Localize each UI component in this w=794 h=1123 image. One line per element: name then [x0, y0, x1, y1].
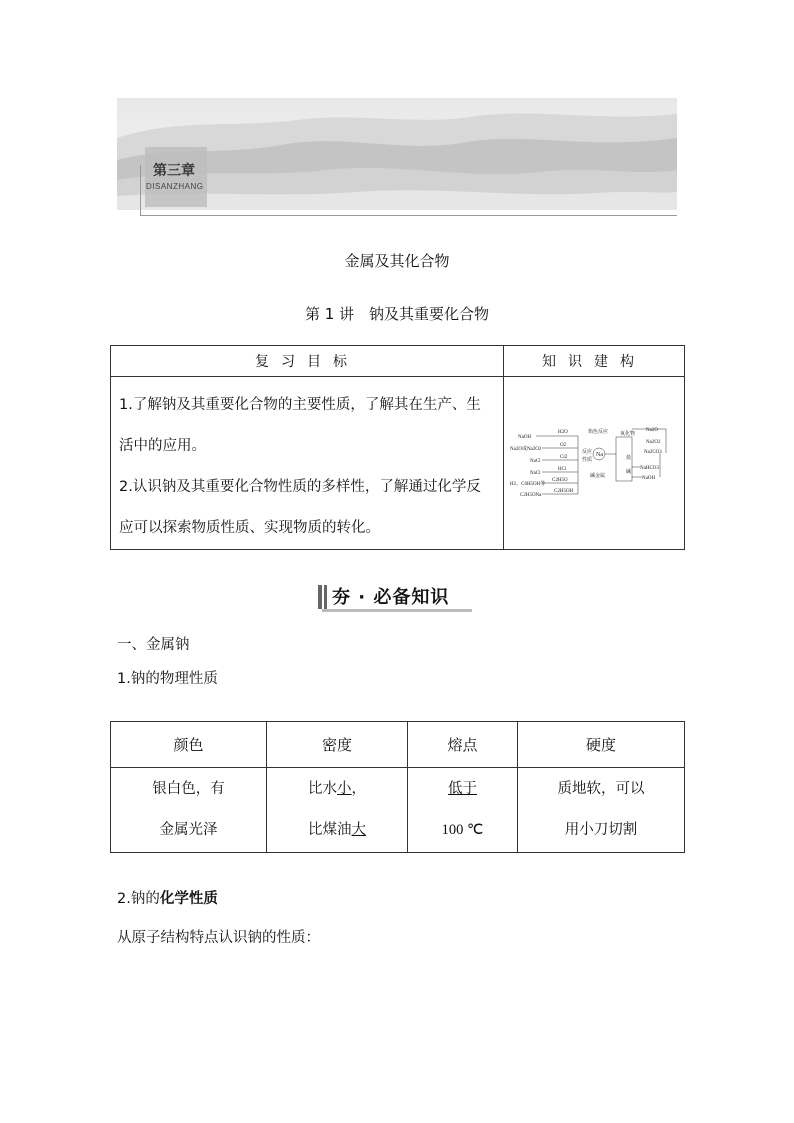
section-heading	[318, 583, 478, 611]
cell-density	[267, 768, 408, 853]
diagram-left-4: NaCl	[530, 471, 541, 476]
heading-bar-1	[318, 585, 322, 609]
diagram-right-label-oxide: 氧化物	[620, 432, 636, 437]
melting-answer: 低于	[448, 781, 477, 797]
goal-item-1: 1.了解钠及其重要化合物的主要性质，了解其在生产、生活中的应用。	[119, 397, 481, 454]
header-color: 颜色	[111, 722, 267, 768]
hardness-line-2: 用小刀切割	[564, 822, 638, 838]
diagram-center: Na	[596, 452, 603, 458]
chapter-title: 金属及其化合物	[344, 252, 450, 270]
knowledge-header: 知识建构	[504, 346, 685, 377]
heading-chemical-properties	[117, 887, 218, 908]
chapter-number: 第三章	[153, 163, 195, 179]
diagram-reagent-3: Cl2	[560, 455, 568, 460]
diagram-reagent-6: C2H5OH	[554, 489, 574, 494]
diagram-right-label-salt: 盐	[626, 456, 632, 461]
diagram-left-5: H2、C6H5OH等	[510, 482, 546, 487]
diagram-left-6: C2H5ONa	[520, 493, 542, 498]
diagram-right-label-base: 碱	[626, 470, 632, 475]
lesson-title: 第 1 讲 钠及其重要化合物	[304, 305, 490, 323]
goals-cell	[111, 377, 504, 550]
diagram-center-label-1: 焰色反应	[588, 430, 609, 435]
hardness-line-1: 质地软，可以	[557, 781, 645, 797]
diagram-reagent-1: H2O	[558, 430, 568, 435]
diagram-right-1: Na2O	[646, 428, 658, 433]
diagram-center-label-3: 性质	[582, 458, 593, 463]
density-line-2	[268, 810, 406, 851]
review-goals-table	[110, 345, 685, 550]
header-density: 密度	[267, 722, 408, 768]
density-text-2: 比煤油	[308, 822, 352, 838]
heading-bar-2	[324, 585, 327, 609]
melting-value: 100 ℃	[441, 822, 484, 838]
diagram-right-2: Na2O2	[646, 440, 661, 445]
diagram-right-5: NaOH	[642, 476, 656, 481]
heading-underline	[322, 609, 472, 612]
density-punct: ，	[351, 781, 366, 797]
chapter-pinyin: DISANZHANG	[146, 182, 204, 191]
header-melting-point: 熔点	[408, 722, 518, 768]
diagram-reagent-2: O2	[560, 443, 567, 448]
diagram-reagent-5: C2H5O	[552, 478, 568, 483]
diagram-left-3: NaCl	[530, 459, 541, 464]
density-answer-2: 大	[351, 822, 366, 838]
diagram-right-4: NaHCO3	[640, 466, 659, 471]
banner-divider-vertical	[140, 165, 141, 215]
diagram-left-1: NaOH	[518, 435, 532, 440]
heading-physical-properties: 1.钠的物理性质	[117, 671, 218, 687]
heading-metal-sodium: 一、金属钠	[117, 637, 190, 653]
density-text: 比水	[308, 781, 337, 797]
density-line-1	[268, 769, 406, 810]
section-heading-text: 夯 · 必备知识	[332, 587, 450, 608]
physical-properties-table	[110, 721, 685, 853]
density-answer-1: 小	[337, 781, 352, 797]
heading-3-prefix: 2.钠的	[117, 891, 160, 907]
diagram-reagent-4: HCl	[558, 467, 567, 472]
heading-3-bold: 化学性质	[159, 891, 218, 907]
diagram-center-label-4: 碱金属	[590, 474, 606, 479]
diagram-center-label-2: 反应	[582, 450, 593, 455]
diagram-left-2: Na2O或Na2O2	[510, 447, 542, 452]
atomic-structure-line: 从原子结构特点认识钠的性质：	[117, 930, 320, 946]
knowledge-diagram	[508, 423, 680, 499]
goals-header: 复习目标	[111, 346, 504, 377]
knowledge-diagram-cell	[504, 377, 685, 550]
header-hardness: 硬度	[518, 722, 685, 768]
color-line-2: 金属光泽	[159, 822, 218, 838]
cell-melting-point	[408, 768, 518, 853]
cell-color	[111, 768, 267, 853]
diagram-right-3: Na2CO3	[644, 450, 662, 455]
color-line-1: 银白色，有	[152, 781, 225, 797]
goal-item-2: 2.认识钠及其重要化合物性质的多样性，了解通过化学反应可以探索物质性质、实现物质的转化。	[119, 479, 481, 536]
cell-hardness	[518, 768, 685, 853]
banner-divider-horizontal	[140, 215, 677, 216]
